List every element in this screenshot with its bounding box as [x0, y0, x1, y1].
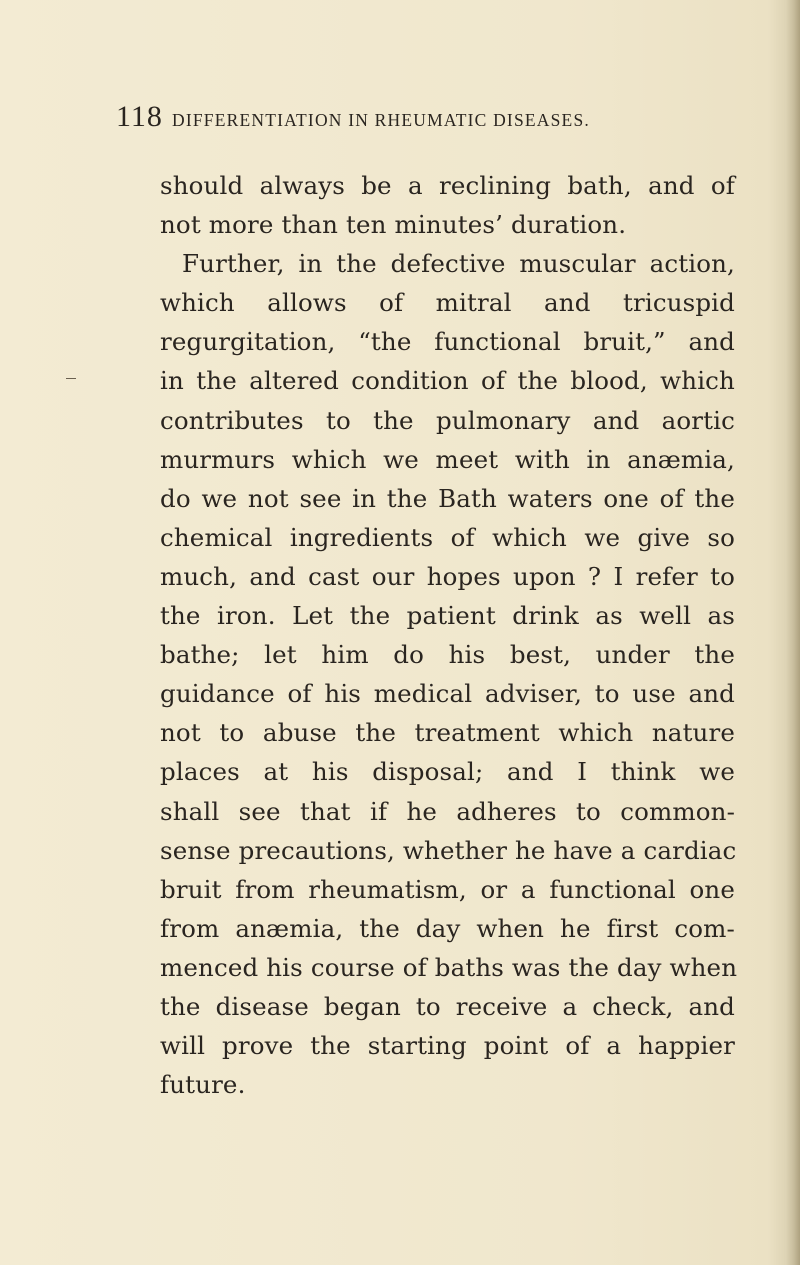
text-line: future. — [160, 1070, 246, 1100]
text-line: chemical ingredients of which we give so — [160, 522, 735, 552]
text-line: places at his disposal; and I think we — [160, 757, 735, 787]
text-line: Further, in the defective muscular action, — [182, 249, 735, 279]
text-line: sense precautions, whether he have a cardiac — [160, 835, 737, 865]
text-line: guidance of his medical adviser, to use and — [160, 679, 735, 709]
text-line: not more than ten minutes’ duration. — [160, 210, 627, 240]
text-line: should always be a reclining bath, and of — [160, 171, 735, 200]
text-line: the iron. Let the patient drink as well as — [160, 601, 735, 631]
body-text — [160, 166, 738, 1104]
text-line: do we not see in the Bath waters one of the — [160, 483, 735, 513]
text-line: will prove the starting point of a happier — [160, 1031, 735, 1061]
page-number: 118 — [116, 100, 163, 133]
text-line: the disease began to receive a check, and — [160, 991, 735, 1021]
text-line: bruit from rheumatism, or a functional one — [160, 874, 735, 904]
text-line: not to abuse the treatment which nature — [160, 718, 735, 748]
margin-mark — [66, 378, 76, 379]
text-line: menced his course of baths was the day when — [160, 952, 738, 982]
text-line: murmurs which we meet with in anæmia, — [160, 444, 735, 474]
running-head: DIFFERENTIATION IN RHEUMATIC DISEASES. — [171, 110, 590, 130]
page-header — [116, 100, 756, 140]
text-line: regurgitation, “the functional bruit,” and — [160, 327, 735, 357]
text-line: from anæmia, the day when he first com- — [160, 913, 735, 943]
page-edge-shadow — [786, 0, 800, 1265]
text-line: contributes to the pulmonary and aortic — [160, 405, 735, 435]
text-line: which allows of mitral and tricuspid — [160, 288, 735, 318]
text-line: in the altered condition of the blood, which — [160, 366, 735, 396]
text-line: much, and cast our hopes upon ? I refer to — [160, 561, 735, 591]
text-line: shall see that if he adheres to common- — [160, 796, 735, 826]
text-line: bathe; let him do his best, under the — [160, 640, 735, 670]
